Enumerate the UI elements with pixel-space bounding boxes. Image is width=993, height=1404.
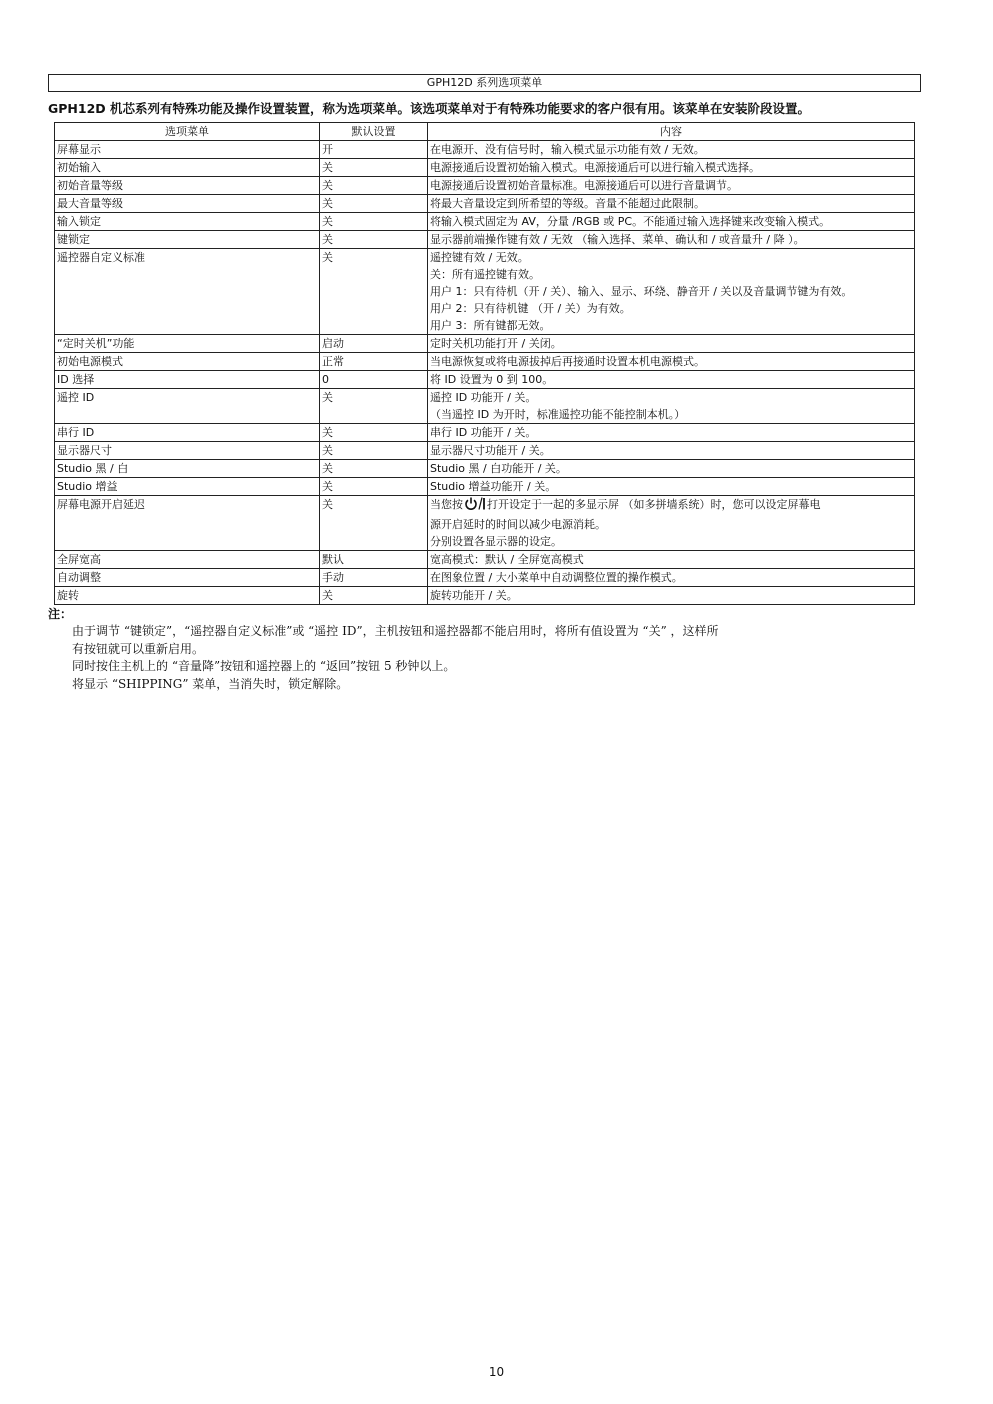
content-line: 宽高模式：默认 / 全屏宽高模式 xyxy=(430,553,584,566)
option-default: 开 xyxy=(320,141,428,159)
options-table xyxy=(54,122,915,605)
option-default: 关 xyxy=(320,213,428,231)
table-row xyxy=(55,371,915,389)
option-content xyxy=(428,353,915,371)
option-name: 显示器尺寸 xyxy=(55,442,320,460)
table-row xyxy=(55,249,915,335)
content-line: 用户 1：只有待机（开 / 关）、输入、显示、环绕、静音开 / 关以及音量调节键为有效。 xyxy=(430,285,853,298)
option-default: 关 xyxy=(320,177,428,195)
content-line: 将 ID 设置为 0 到 100。 xyxy=(430,373,554,386)
option-default: 0 xyxy=(320,371,428,389)
content-line: 定时关机功能打开 / 关闭。 xyxy=(430,337,562,350)
option-default: 关 xyxy=(320,195,428,213)
option-content xyxy=(428,195,915,213)
table-row xyxy=(55,335,915,353)
table-row xyxy=(55,587,915,605)
table-header-row xyxy=(55,123,915,141)
option-name: 键锁定 xyxy=(55,231,320,249)
content-line: 在电源开、没有信号时，输入模式显示功能有效 / 无效。 xyxy=(430,143,705,156)
option-content xyxy=(428,569,915,587)
option-content xyxy=(428,231,915,249)
option-content xyxy=(428,442,915,460)
content-line: 源开启延时的时间以减少电源消耗。 xyxy=(430,518,606,531)
option-default: 默认 xyxy=(320,551,428,569)
option-name: 屏幕电源开启延迟 xyxy=(55,496,320,551)
content-line: 分别设置各显示器的设定。 xyxy=(430,535,562,548)
power-standby-icon xyxy=(464,496,486,516)
option-default: 关 xyxy=(320,424,428,442)
content-line: 显示器尺寸功能开 / 关。 xyxy=(430,444,551,457)
option-default: 关 xyxy=(320,442,428,460)
table-row xyxy=(55,213,915,231)
option-default: 手动 xyxy=(320,569,428,587)
note-label: 注： xyxy=(48,607,73,621)
option-name: 自动调整 xyxy=(55,569,320,587)
option-content xyxy=(428,371,915,389)
option-default: 关 xyxy=(320,231,428,249)
content-line: Studio 增益功能开 / 关。 xyxy=(430,480,557,493)
column-header-option: 选项菜单 xyxy=(55,123,320,141)
option-content xyxy=(428,460,915,478)
table-body xyxy=(55,141,915,605)
notes-block xyxy=(72,623,922,693)
option-name: 输入锁定 xyxy=(55,213,320,231)
content-line: 电源接通后设置初始输入模式。电源接通后可以进行输入模式选择。 xyxy=(430,161,760,174)
option-name: 遥控 ID xyxy=(55,389,320,424)
option-default: 正常 xyxy=(320,353,428,371)
option-default: 关 xyxy=(320,249,428,335)
option-content xyxy=(428,587,915,605)
content-line: 用户 3：所有键都无效。 xyxy=(430,319,551,332)
option-content xyxy=(428,335,915,353)
note-line: 将显示 “SHIPPING” 菜单，当消失时，锁定解除。 xyxy=(72,676,349,691)
option-content xyxy=(428,213,915,231)
option-name: Studio 黑 / 白 xyxy=(55,460,320,478)
column-header-content: 内容 xyxy=(428,123,915,141)
note-line: 同时按住主机上的 “音量降”按钮和遥控器上的 “返回”按钮 5 秒钟以上。 xyxy=(72,659,456,673)
option-name: 全屏宽高 xyxy=(55,551,320,569)
table-row xyxy=(55,424,915,442)
option-name: “定时关机”功能 xyxy=(55,335,320,353)
table-row xyxy=(55,442,915,460)
table-row xyxy=(55,478,915,496)
content-line xyxy=(430,496,912,516)
content-line: 在图象位置 / 大小菜单中自动调整位置的操作模式。 xyxy=(430,571,683,584)
content-line: 旋转功能开 / 关。 xyxy=(430,589,518,602)
option-content xyxy=(428,424,915,442)
content-line: 显示器前端操作键有效 / 无效 （输入选择、菜单、确认和 / 或音量升 / 降 ）。 xyxy=(430,233,805,246)
option-content xyxy=(428,478,915,496)
table-row xyxy=(55,159,915,177)
option-name: ID 选择 xyxy=(55,371,320,389)
table-row xyxy=(55,551,915,569)
content-line: 关：所有遥控键有效。 xyxy=(430,268,540,281)
option-name: 初始输入 xyxy=(55,159,320,177)
content-line: 将输入模式固定为 AV，分量 /RGB 或 PC。不能通过输入选择键来改变输入模式。 xyxy=(430,215,831,228)
option-name: 初始电源模式 xyxy=(55,353,320,371)
option-default: 关 xyxy=(320,496,428,551)
option-name: Studio 增益 xyxy=(55,478,320,496)
table-row xyxy=(55,389,915,424)
content-line: （当遥控 ID 为开时，标准遥控功能不能控制本机。） xyxy=(430,408,686,421)
option-content xyxy=(428,159,915,177)
intro-text: GPH12D 机芯系列有特殊功能及操作设置装置，称为选项菜单。该选项菜单对于有特殊功能要求的客户很有用。该菜单在安装阶段设置。 xyxy=(48,101,811,116)
option-default: 关 xyxy=(320,478,428,496)
table-row xyxy=(55,353,915,371)
option-content xyxy=(428,496,915,551)
content-line: 遥控键有效 / 无效。 xyxy=(430,251,529,264)
option-content xyxy=(428,141,915,159)
option-content xyxy=(428,177,915,195)
content-text: 打开设定于一起的多显示屏 （如多拼墙系统）时，您可以设定屏幕电 xyxy=(487,498,821,511)
menu-title: GPH12D 系列选项菜单 xyxy=(48,74,921,92)
content-line: 遥控 ID 功能开 / 关。 xyxy=(430,391,537,404)
content-line: 电源接通后设置初始音量标准。电源接通后可以进行音量调节。 xyxy=(430,179,738,192)
option-name: 最大音量等级 xyxy=(55,195,320,213)
table-row xyxy=(55,569,915,587)
content-line: Studio 黑 / 白功能开 / 关。 xyxy=(430,462,567,475)
option-content xyxy=(428,551,915,569)
content-text: 当您按 xyxy=(430,498,463,511)
option-content xyxy=(428,389,915,424)
option-default: 关 xyxy=(320,460,428,478)
option-name: 屏幕显示 xyxy=(55,141,320,159)
table-row xyxy=(55,231,915,249)
content-line: 将最大音量设定到所希望的等级。音量不能超过此限制。 xyxy=(430,197,705,210)
content-line: 当电源恢复或将电源拔掉后再接通时设置本机电源模式。 xyxy=(430,355,705,368)
option-content xyxy=(428,249,915,335)
column-header-default: 默认设置 xyxy=(320,123,428,141)
option-name: 初始音量等级 xyxy=(55,177,320,195)
table-row xyxy=(55,496,915,551)
content-line: 串行 ID 功能开 / 关。 xyxy=(430,426,537,439)
note-line: 有按钮就可以重新启用。 xyxy=(72,641,205,656)
table-row xyxy=(55,177,915,195)
option-name: 遥控器自定义标准 xyxy=(55,249,320,335)
option-name: 串行 ID xyxy=(55,424,320,442)
option-name: 旋转 xyxy=(55,587,320,605)
table-row xyxy=(55,460,915,478)
content-line: 用户 2：只有待机键 （开 / 关）为有效。 xyxy=(430,302,631,315)
note-line: 由于调节 “键锁定”，“遥控器自定义标准”或 “遥控 ID”，主机按钮和遥控器都不能启用时，将所有值设置为 “关” ，这样所 xyxy=(72,624,719,638)
option-default: 关 xyxy=(320,389,428,424)
option-default: 关 xyxy=(320,159,428,177)
option-default: 启动 xyxy=(320,335,428,353)
page-number: 10 xyxy=(488,1365,505,1379)
table-row xyxy=(55,195,915,213)
option-default: 关 xyxy=(320,587,428,605)
table-row xyxy=(55,141,915,159)
